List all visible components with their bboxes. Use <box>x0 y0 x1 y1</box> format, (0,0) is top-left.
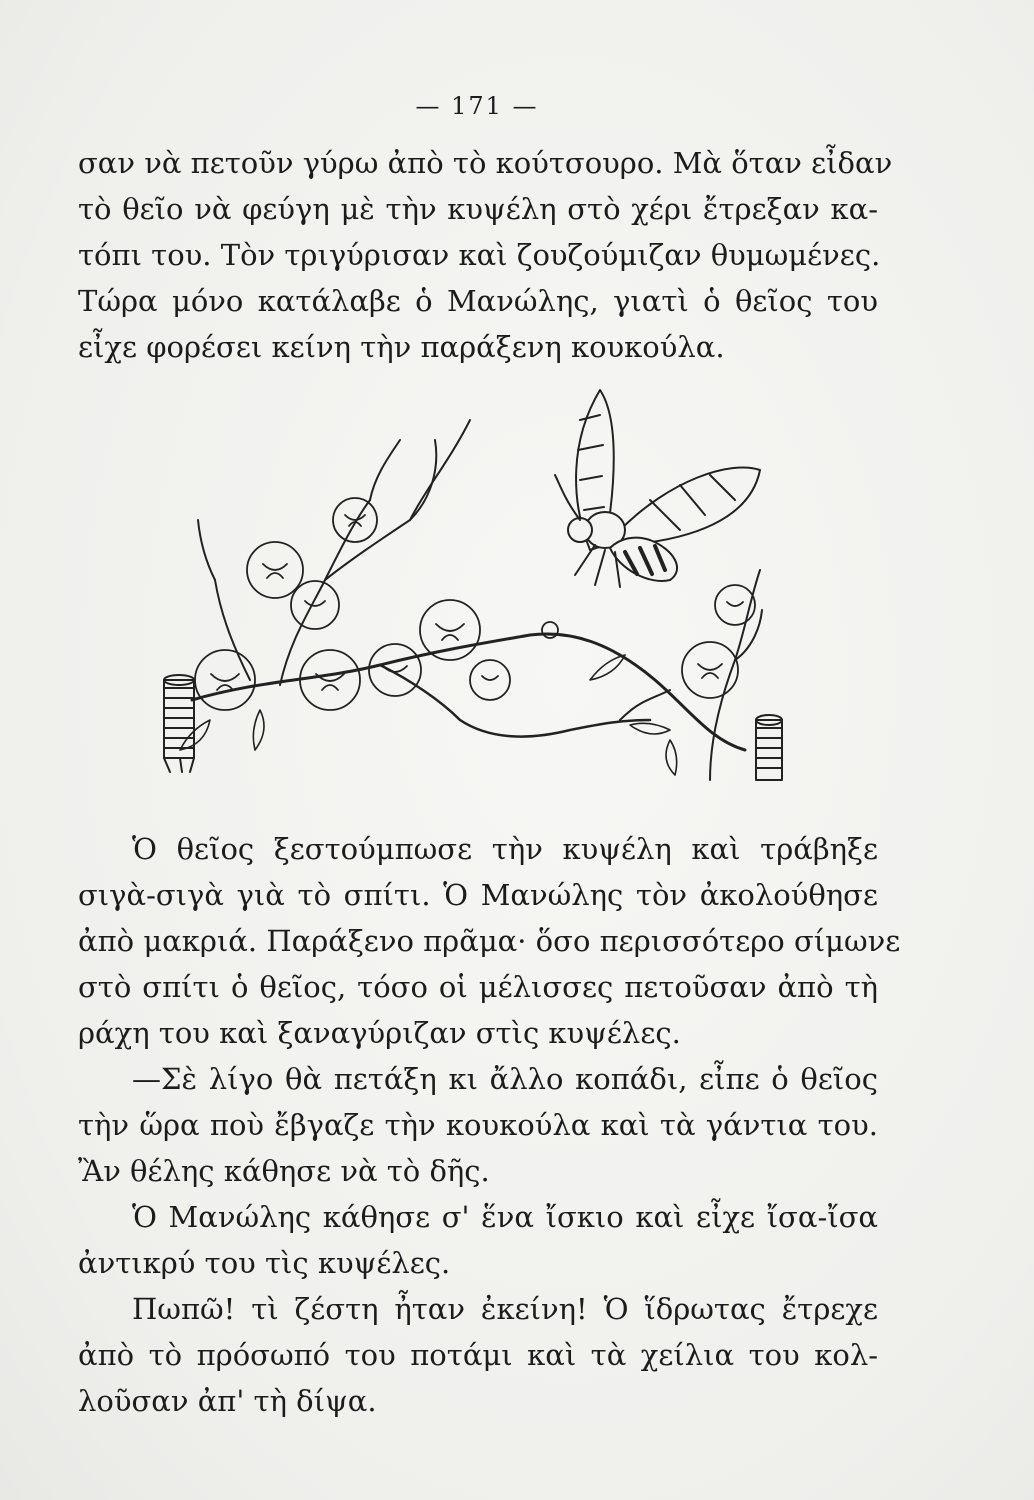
text-line: ἀπὸ τὸ πρόσωπό του ποτάμι καὶ τὰ χείλια του κολ- <box>78 1338 878 1372</box>
text-line: Ὁ Μανώλης κάθησε σ' ἕνα ἴσκιο καὶ εἶχε ἴσα-ἴσα <box>132 1200 878 1234</box>
right-stump-drawing <box>756 715 782 780</box>
text-line: Τώρα μόνο κατάλαβε ὁ Μανώλης, γιατὶ ὁ θεῖος του <box>78 284 878 318</box>
paragraph-3 <box>78 1194 878 1286</box>
bee-drawing <box>555 390 760 587</box>
text-line: —Σὲ λίγο θὰ πετάξη κι ἄλλο κοπάδι, εἶπε ὁ θεῖος <box>132 1062 878 1096</box>
text-line: ράχη του καὶ ξαναγύριζαν στὶς κυψέλες. <box>78 1016 681 1050</box>
text-line: τὴν ὥρα ποὺ ἔβγαζε τὴν κουκούλα καὶ τὰ γάντια του. <box>78 1108 878 1142</box>
text-line: ἀπὸ μακριά. Παράξενο πρᾶμα· ὅσο περισσότερο σίμωνε <box>78 924 901 958</box>
text-line: ἀντικρύ του τὶς κυψέλες. <box>78 1246 451 1280</box>
text-line: τόπι του. Τὸν τριγύρισαν καὶ ζουζούμιζαν θυμωμένες. <box>78 238 881 272</box>
text-line: Ὁ θεῖος ξεστούμπωσε τὴν κυψέλη καὶ τράβηξε <box>132 832 878 866</box>
text-line: Πωπῶ! τὶ ζέστη ἦταν ἐκείνη! Ὁ ἵδρωτας ἔτρεχε <box>132 1292 878 1326</box>
text-line: σαν νὰ πετοῦν γύρω ἀπὸ τὸ κούτσουρο. Μὰ ὅταν εἶδαν <box>78 146 893 180</box>
blossom-flower-drawings <box>195 498 755 710</box>
top-paragraph <box>78 140 893 370</box>
text-line: εἶχε φορέσει κείνη τὴν παράξενη κουκούλα. <box>78 330 725 364</box>
paragraph-2 <box>78 1056 878 1194</box>
bee-on-blossoming-branch-illustration <box>150 380 790 800</box>
text-line: στὸ σπίτι ὁ θεῖος, τόσο οἱ μέλισσες πετοῦσαν ἀπὸ τὴ <box>78 970 878 1004</box>
text-line: σιγὰ-σιγὰ γιὰ τὸ σπίτι. Ὁ Μανώλης τὸν ἀκολούθησε <box>78 878 878 912</box>
paragraph-4 <box>78 1286 878 1424</box>
text-line: Ἂν θέλης κάθησε νὰ τὸ δῆς. <box>78 1154 490 1188</box>
text-line: λοῦσαν ἀπ' τὴ δίψα. <box>78 1384 377 1418</box>
text-line: τὸ θεῖο νὰ φεύγη μὲ τὴν κυψέλη στὸ χέρι ἔτρεξαν κα- <box>78 192 878 226</box>
left-stump-drawing <box>164 675 194 772</box>
page-number: — 171 — <box>415 92 539 120</box>
paragraph-1 <box>78 826 901 1056</box>
bottom-text <box>78 826 901 1424</box>
